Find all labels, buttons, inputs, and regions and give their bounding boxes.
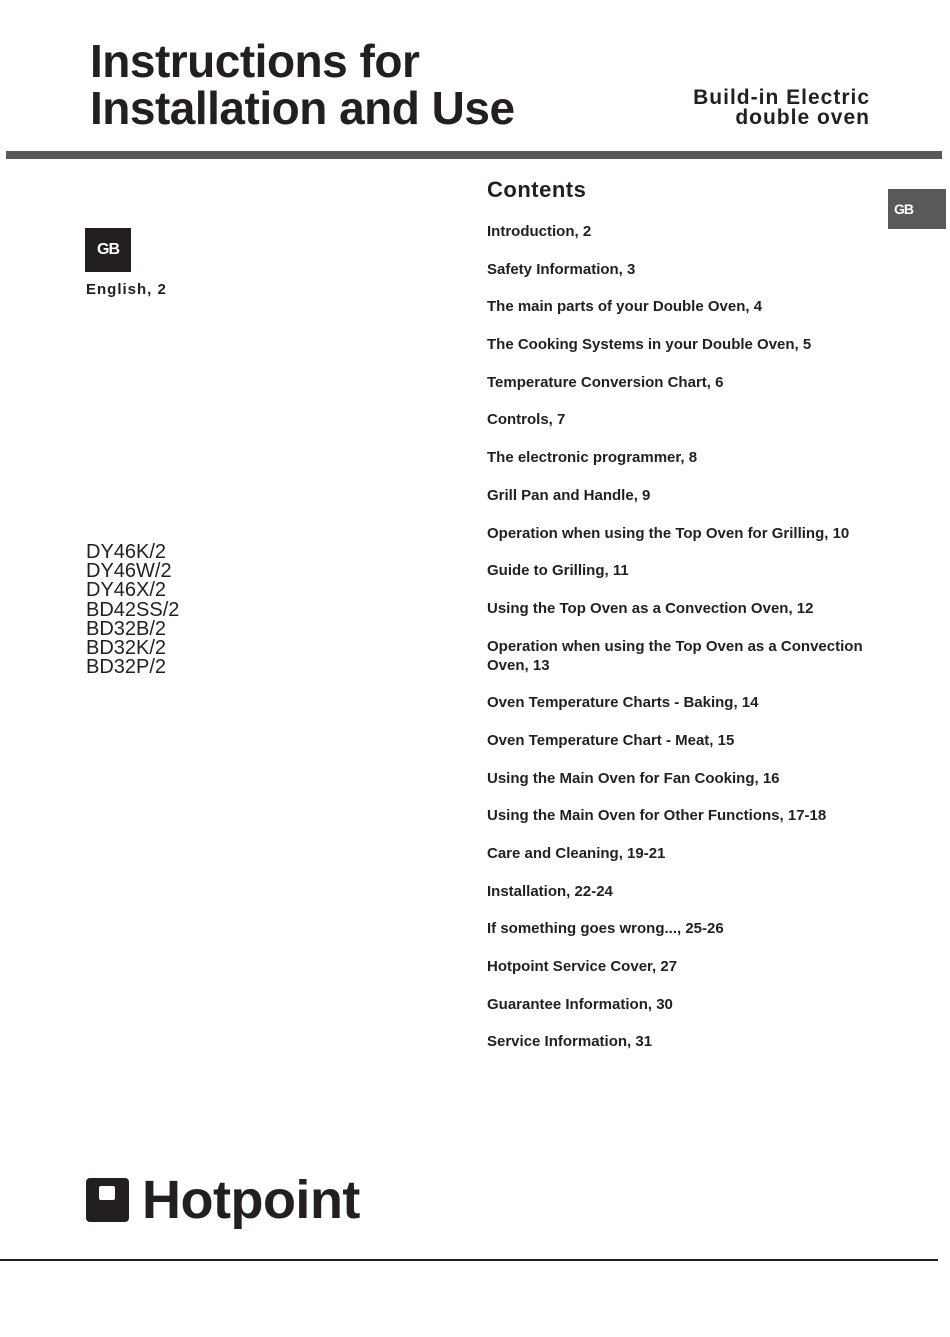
language-entry: English, 2 <box>86 281 167 298</box>
model-list <box>86 543 179 677</box>
model-item: BD32P/2 <box>86 656 167 679</box>
toc-item: Using the Top Oven as a Convection Oven, 12 <box>487 599 814 617</box>
model-item: BD32K/2 <box>86 637 167 660</box>
toc-item: The main parts of your Double Oven, 4 <box>487 298 763 316</box>
toc-item: Installation, 22-24 <box>487 882 613 900</box>
toc-item: The Cooking Systems in your Double Oven, 5 <box>487 336 812 354</box>
toc-item: The electronic programmer, 8 <box>487 449 698 467</box>
title-line-2: Installation and Use <box>90 82 515 134</box>
brand-name: Hotpoint <box>142 1170 360 1230</box>
toc-item: Operation when using the Top Oven as a Convection Oven, 13 <box>487 637 863 674</box>
toc-item: Using the Main Oven for Other Functions, 17-18 <box>487 807 827 825</box>
toc-item: Care and Cleaning, 19-21 <box>487 845 666 862</box>
document-title <box>90 35 515 134</box>
header-divider <box>6 151 942 159</box>
footer-divider <box>0 1259 938 1261</box>
hotpoint-logo <box>86 1172 360 1228</box>
toc-item: Oven Temperature Chart - Meat, 15 <box>487 731 735 749</box>
contents-heading: Contents <box>487 177 587 202</box>
toc-item: Temperature Conversion Chart, 6 <box>487 373 724 391</box>
side-language-tab: GB <box>888 189 946 229</box>
model-item: DY46X/2 <box>86 579 167 602</box>
toc-item: Introduction, 2 <box>487 223 592 240</box>
toc-item: Operation when using the Top Oven for Grilling, 10 <box>487 524 850 542</box>
toc-item: Guarantee Information, 30 <box>487 995 673 1013</box>
toc-item: Oven Temperature Charts - Baking, 14 <box>487 694 759 712</box>
toc-item: Guide to Grilling, 11 <box>487 562 629 580</box>
model-item: BD32B/2 <box>86 617 167 640</box>
subtitle-line-2: double oven <box>735 106 870 129</box>
model-item: DY46W/2 <box>86 560 172 583</box>
hotpoint-logo-icon <box>86 1178 129 1222</box>
model-item: DY46K/2 <box>86 541 167 563</box>
toc-item: Safety Information, 3 <box>487 260 636 278</box>
model-item: BD42SS/2 <box>86 598 180 621</box>
title-line-1: Instructions for <box>90 35 420 87</box>
subtitle-line-1: Build-in Electric <box>693 86 870 109</box>
toc-item: Grill Pan and Handle, 9 <box>487 486 651 504</box>
product-subtitle <box>693 88 870 128</box>
toc-item: Controls, 7 <box>487 411 566 429</box>
table-of-contents <box>487 222 867 1070</box>
toc-item: Using the Main Oven for Fan Cooking, 16 <box>487 769 780 787</box>
toc-item: Service Information, 31 <box>487 1033 653 1051</box>
language-badge: GB <box>85 228 131 272</box>
toc-item: If something goes wrong..., 25-26 <box>487 920 724 938</box>
toc-item: Hotpoint Service Cover, 27 <box>487 958 678 976</box>
